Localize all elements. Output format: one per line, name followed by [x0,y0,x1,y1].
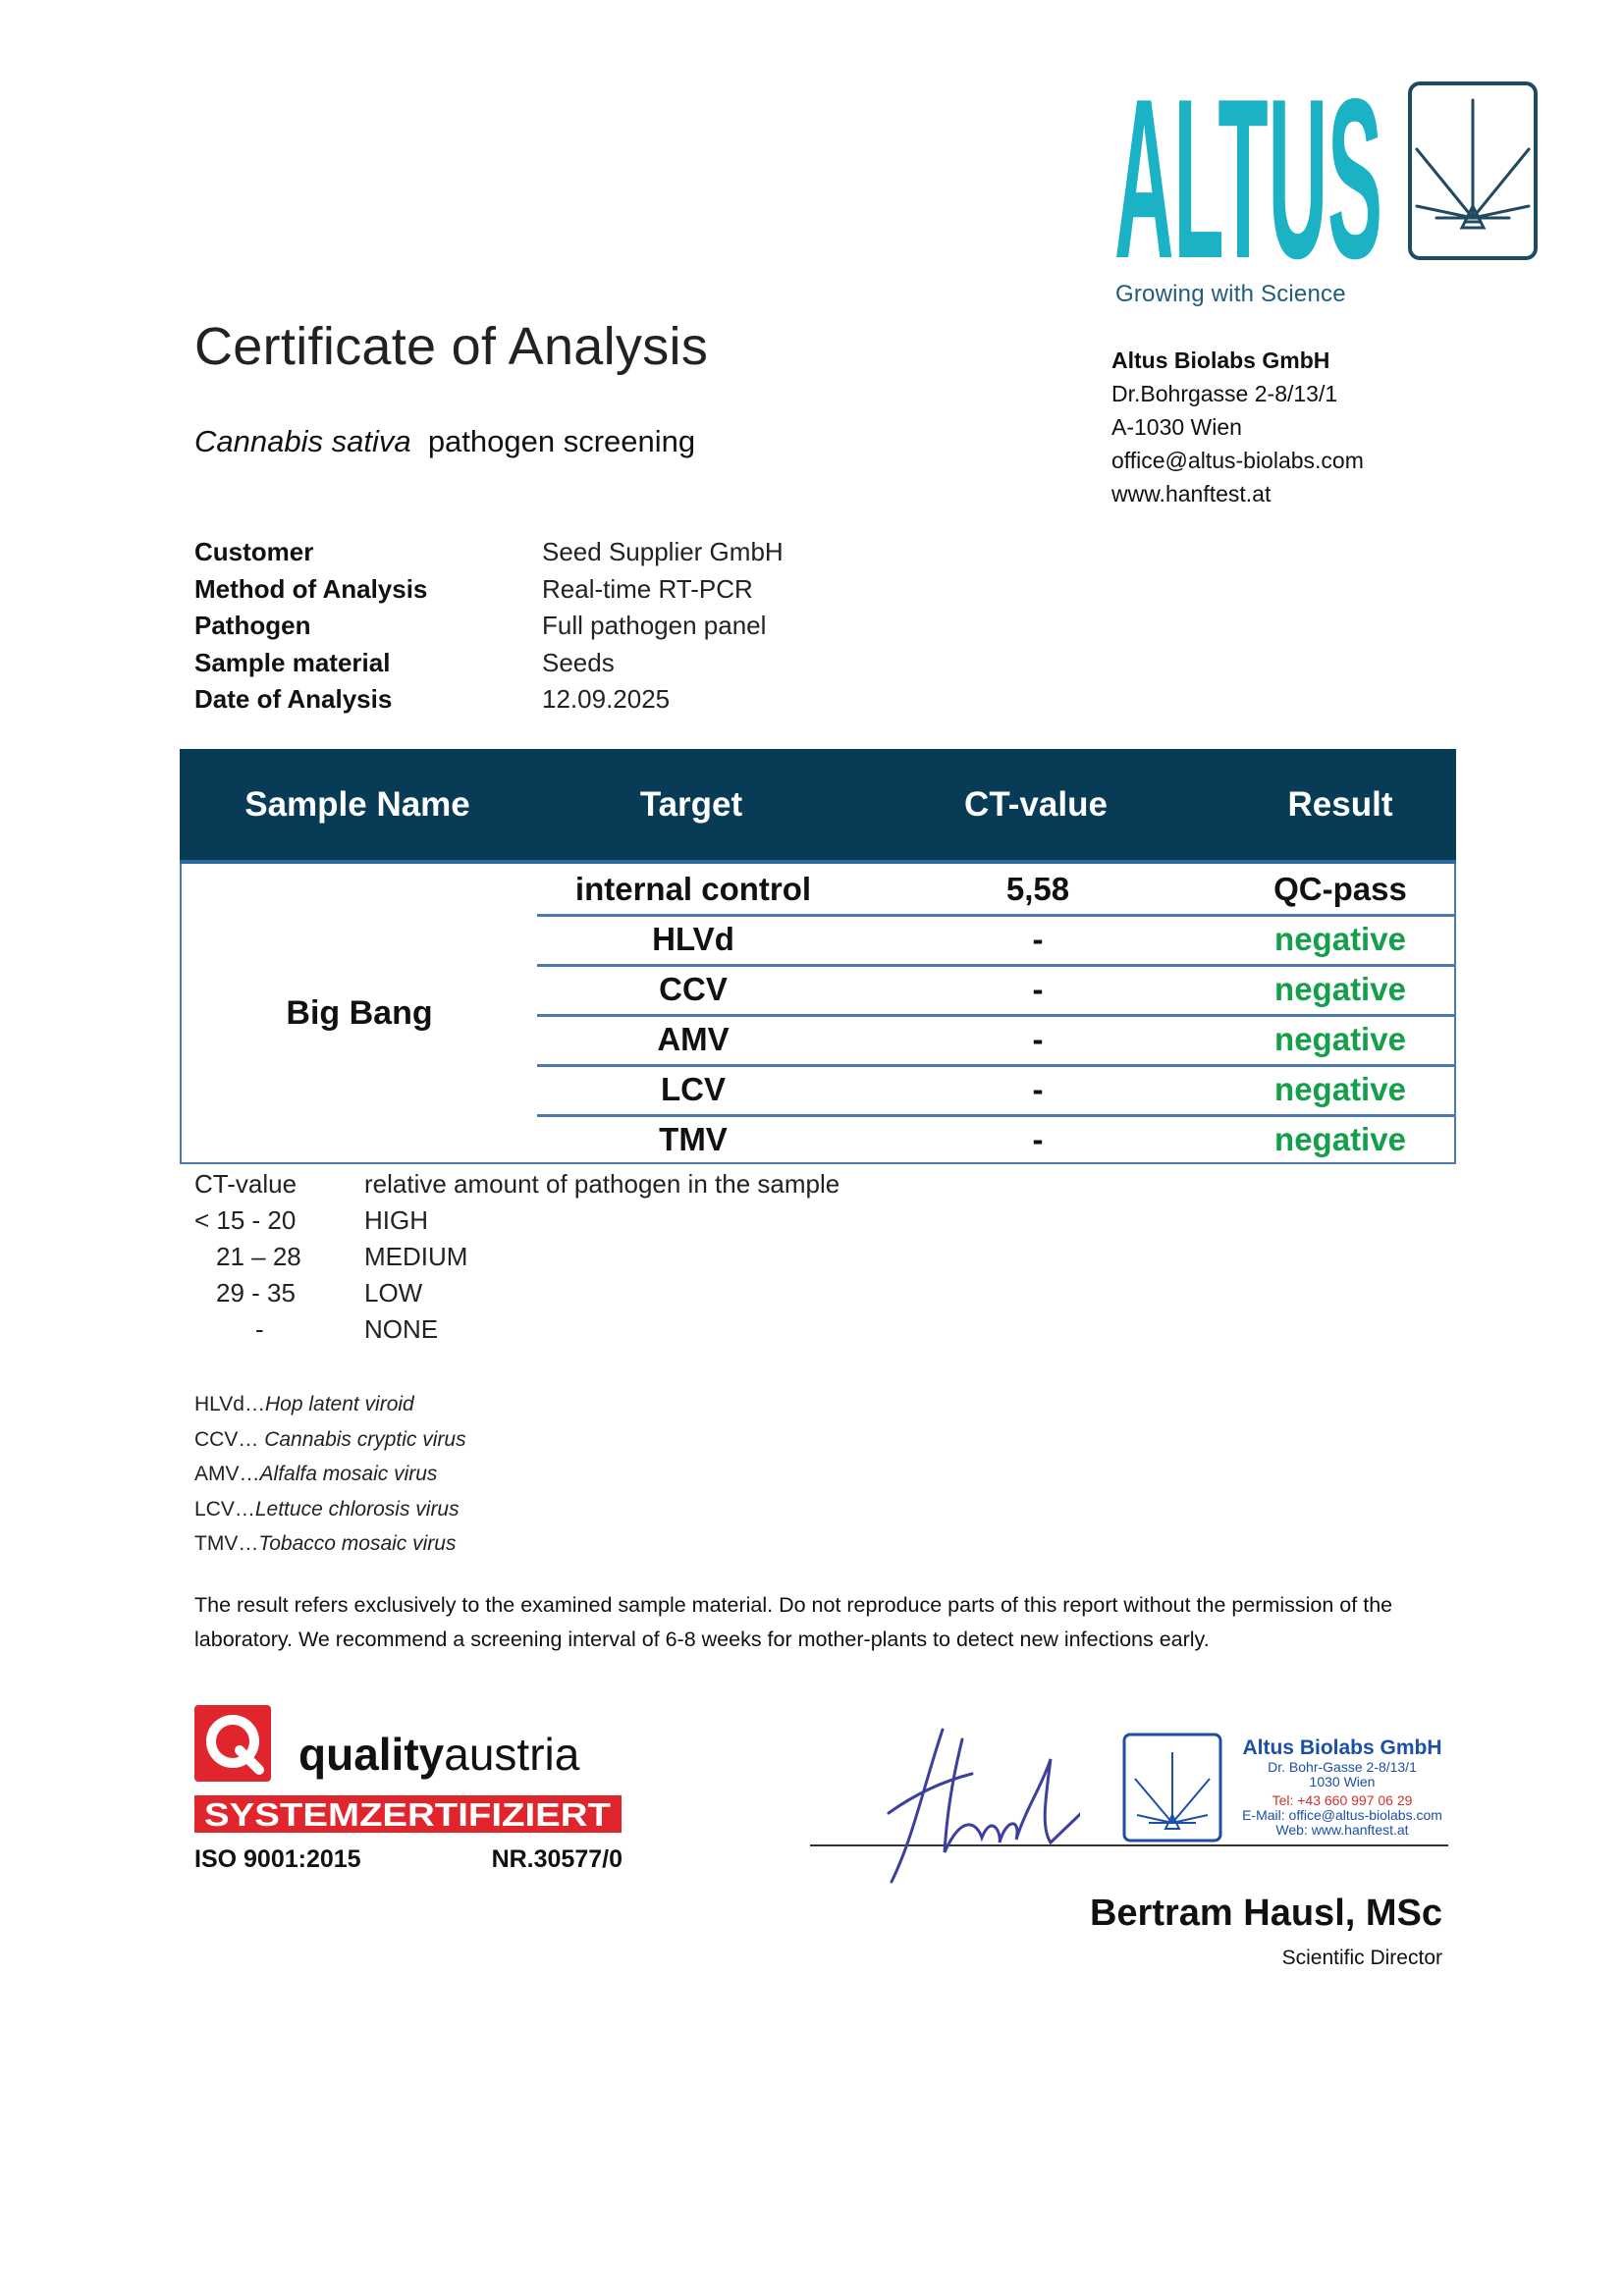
result-cell: negative [1274,920,1406,957]
info-label: Method of Analysis [194,573,428,604]
qa-brand-bold: quality [298,1729,445,1780]
company-city: A-1030 Wien [1111,414,1242,440]
result-cell: negative [1274,970,1406,1007]
cannabis-leaf-logo-icon [1407,80,1539,261]
legend-desc: MEDIUM [364,1242,468,1271]
stamp-web: Web: www.hanftest.at [1275,1822,1409,1838]
legend-desc: NONE [364,1314,439,1344]
info-label: Customer [194,537,314,566]
target-cell: HLVd [652,920,734,957]
company-web: www.hanftest.at [1111,481,1272,507]
ct-value-legend [194,1166,839,1348]
abbreviation-full: Alfalfa mosaic virus [259,1463,438,1485]
result-cell: negative [1274,1120,1406,1157]
qa-brand-light: austria [444,1729,580,1780]
table-row [537,964,1454,1017]
abbreviation: CCV… [194,1427,265,1451]
qa-banner: SYSTEMZERTIFIZIERT [204,1796,611,1833]
signer-name: Bertram Hausl, MSc [1089,1893,1442,1934]
company-address-block [1111,344,1364,510]
legend-desc: LOW [364,1278,423,1308]
stamp-tel: Tel: +43 660 997 06 29 [1272,1792,1413,1808]
abbreviation-full: Cannabis cryptic virus [264,1427,466,1451]
ct-value-cell: - [1032,970,1044,1007]
legend-row [194,1166,839,1202]
table-row [537,864,1454,917]
abbreviation: LCV… [194,1497,255,1521]
ct-value-cell: - [1032,1120,1044,1157]
abbreviation-full: Tobacco mosaic virus [258,1532,457,1555]
result-cell: negative [1274,1070,1406,1107]
company-street: Dr.Bohrgasse 2-8/13/1 [1111,381,1338,406]
target-cell: CCV [659,970,728,1007]
legend-row [194,1311,839,1348]
table-row [537,914,1454,967]
document-subtitle [194,424,695,459]
target-cell: LCV [661,1070,726,1107]
info-label: Sample material [194,647,391,677]
info-row-method [194,571,784,609]
table-row [537,1114,1454,1164]
legend-desc: relative amount of pathogen in the sample [364,1169,840,1199]
ct-value-cell: - [1032,1020,1044,1057]
abbreviation: AMV… [194,1463,260,1485]
stamp-city: 1030 Wien [1309,1774,1376,1789]
legend-row [194,1239,839,1275]
legend-key: 21 – 28 [216,1242,301,1271]
info-row-date [194,681,784,719]
results-table-header [180,749,1456,864]
results-table-body [180,864,1456,1164]
info-label: Pathogen [194,611,311,640]
ct-value-cell: - [1032,920,1044,957]
disclaimer-text: The result refers exclusively to the examined sample material. Do not reproduce parts of this report without the permission of the laboratory. We recommend a screening interval of 6-8 weeks for mother-plants to detect new infections early. [194,1593,1393,1651]
info-row-pathogen [194,608,784,645]
legend-row [194,1275,839,1311]
altus-logo-text: ALTUS [1114,77,1382,263]
company-email: office@altus-biolabs.com [1111,448,1364,473]
target-cell: TMV [659,1120,728,1157]
result-cell: QC-pass [1273,870,1407,907]
legend-desc: HIGH [364,1205,428,1235]
handwritten-signature [884,1720,1080,1896]
sample-name-cell: Big Bang [286,993,433,1032]
company-stamp [1121,1725,1455,1854]
header-ct-value: CT-value [964,784,1108,824]
abbreviations-list [194,1387,466,1562]
info-value: Real-time RT-PCR [542,573,753,604]
abbreviation-item [194,1526,466,1562]
abbreviation-full: Lettuce chlorosis virus [254,1497,460,1521]
abbreviation-item [194,1492,466,1527]
altus-logo-wordmark [1114,77,1382,263]
info-label: Date of Analysis [194,684,393,714]
stamp-street: Dr. Bohr-Gasse 2-8/13/1 [1268,1759,1417,1775]
qa-iso-standard: ISO 9001:2015 [194,1845,361,1872]
company-name: Altus Biolabs GmbH [1111,347,1330,373]
abbreviation-item [194,1457,466,1492]
signer-role: Scientific Director [1281,1947,1442,1969]
abbreviation-full: Hop latent viroid [264,1393,414,1415]
species-name: Cannabis sativa [194,424,411,458]
legend-row [194,1202,839,1239]
target-cell: AMV [657,1020,730,1057]
analysis-info [194,534,784,719]
stamp-company-name: Altus Biolabs GmbH [1242,1736,1442,1759]
header-result: Result [1287,784,1393,824]
table-row [537,1014,1454,1067]
qa-cert-number: NR.30577/0 [491,1845,623,1872]
header-sample-name: Sample Name [244,784,470,824]
info-value: Seed Supplier GmbH [542,537,784,566]
info-value: 12.09.2025 [542,684,671,714]
info-row-sample-material [194,645,784,682]
table-row [537,1064,1454,1117]
info-value: Seeds [542,647,615,677]
document-title: Certificate of Analysis [194,317,709,376]
subtitle-rest: pathogen screening [427,424,696,458]
quality-austria-certification-logo [194,1705,626,1872]
brand-tagline: Growing with Science [1115,281,1346,307]
info-value: Full pathogen panel [542,611,767,640]
legend-key: CT-value [194,1169,298,1199]
svg-text:qualityaustria [298,1729,580,1780]
results-table [180,749,1456,1164]
result-cell: negative [1274,1020,1406,1057]
abbreviation-item [194,1387,466,1422]
stamp-email: E-Mail: office@altus-biolabs.com [1242,1807,1442,1823]
target-cell: internal control [574,870,812,907]
abbreviation: TMV… [194,1532,259,1555]
legend-key: 29 - 35 [216,1278,296,1308]
legend-key: - [255,1314,264,1344]
legend-key: < 15 - 20 [194,1205,297,1235]
abbreviation: HLVd… [194,1393,265,1415]
abbreviation-item [194,1422,466,1458]
ct-value-cell: 5,58 [1005,870,1070,907]
stamp-leaf-icon [1135,1752,1210,1829]
ct-value-cell: - [1032,1070,1044,1107]
header-target: Target [639,784,743,824]
info-row-customer [194,534,784,571]
